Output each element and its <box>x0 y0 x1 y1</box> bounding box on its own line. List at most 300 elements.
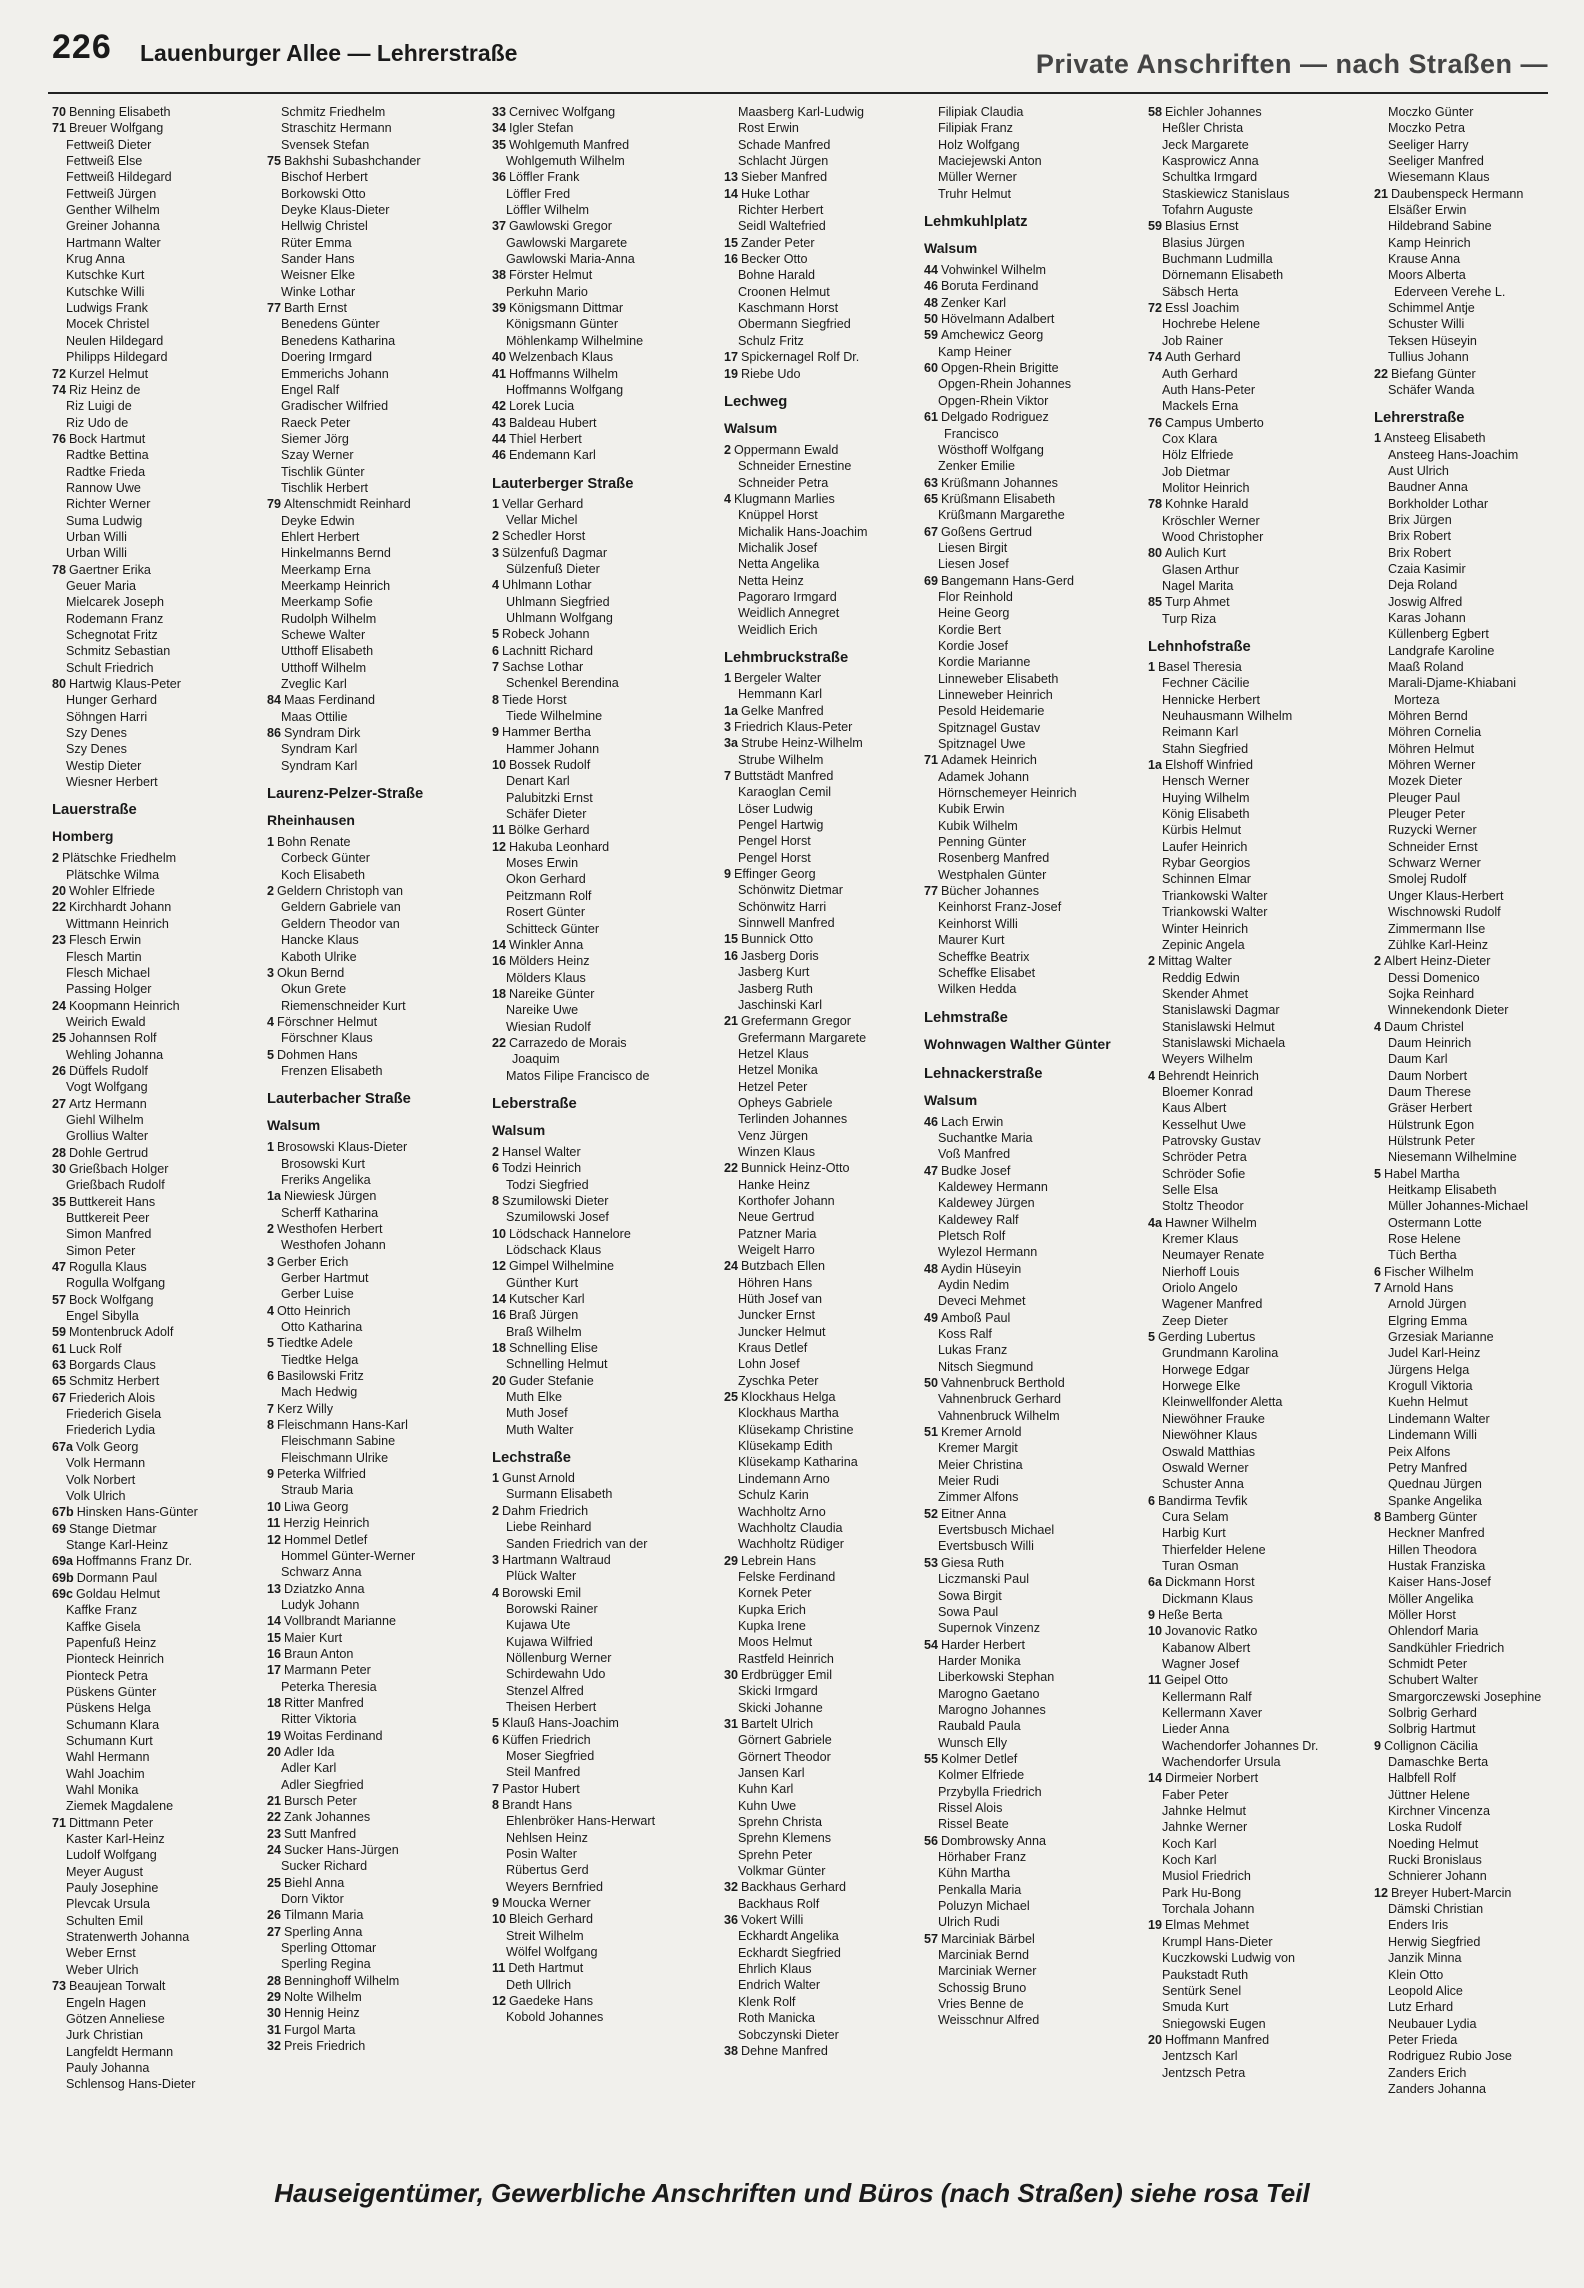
resident-name: Ehlert Herbert <box>281 529 360 544</box>
resident-name: Benedens Katharina <box>281 333 396 348</box>
resident-entry <box>1148 1836 1360 1852</box>
resident-name: Utthoff Wilhelm <box>281 660 367 675</box>
resident-entry <box>724 1111 939 1129</box>
resident-entry <box>267 1515 479 1531</box>
resident-name: Greiner Johanna <box>66 219 160 234</box>
resident-entry <box>724 1504 939 1521</box>
resident-entry <box>492 855 704 871</box>
resident-name: Kleinwellfonder Aletta <box>1162 1395 1283 1410</box>
resident-name: Erdbrügger Emil <box>741 1667 833 1682</box>
resident-entry <box>267 186 479 202</box>
resident-name: Kaldewey Ralf <box>938 1212 1019 1227</box>
resident-entry <box>492 169 704 185</box>
resident-entry <box>924 2012 1136 2028</box>
resident-entry <box>492 120 704 136</box>
street-heading: Lechweg <box>724 393 788 410</box>
resident-name: Nitsch Siegmund <box>938 1359 1034 1374</box>
resident-name: Wagner Josef <box>1162 1656 1240 1671</box>
resident-name: Amchewicz Georg <box>941 328 1044 343</box>
resident-name: Skicki Irmgard <box>738 1684 818 1699</box>
resident-name: Möhren Helmut <box>1388 741 1475 756</box>
resident-name: Kohnke Harald <box>1165 497 1249 512</box>
resident-name: Bartelt Ulrich <box>741 1716 814 1731</box>
resident-name: Unger Klaus-Herbert <box>1388 888 1504 903</box>
resident-name: Söhngen Harri <box>66 709 148 724</box>
resident-name: Sprehn Klemens <box>738 1831 832 1846</box>
resident-name: Grefermann Gregor <box>741 1014 851 1029</box>
resident-entry <box>1374 1296 1584 1312</box>
house-number: 78 <box>1148 497 1163 512</box>
resident-entry <box>1148 1100 1360 1116</box>
resident-entry <box>1148 692 1360 708</box>
resident-entry <box>1374 741 1584 757</box>
district-heading: Wohnwagen Walther Günter <box>924 1035 1111 1052</box>
resident-entry <box>267 104 479 120</box>
resident-entry <box>52 1766 264 1782</box>
resident-name: Sander Hans <box>281 252 355 267</box>
resident-name: Koch Elisabeth <box>281 867 366 882</box>
resident-name: Rodemann Franz <box>66 611 164 626</box>
resident-entry <box>924 153 1136 169</box>
house-number: 9 <box>1148 1607 1156 1622</box>
resident-name: Ulrich Rudi <box>938 1915 1000 1930</box>
resident-entry <box>267 932 479 948</box>
resident-name: Janzik Minna <box>1388 1951 1462 1966</box>
resident-entry <box>52 1847 264 1863</box>
resident-entry <box>267 1842 479 1858</box>
resident-entry <box>724 186 936 202</box>
resident-name: Okun Bernd <box>277 965 345 980</box>
resident-entry <box>492 970 704 986</box>
district-heading: Rheinhausen <box>267 812 355 829</box>
house-number: 8 <box>492 692 500 707</box>
resident-entry <box>1374 921 1584 937</box>
resident-name: Juncker Helmut <box>738 1324 826 1339</box>
resident-entry <box>1374 2016 1584 2032</box>
house-number: 7 <box>492 660 500 674</box>
resident-name: Daum Karl <box>1388 1052 1448 1067</box>
resident-name: Friederich Alois <box>69 1390 156 1405</box>
resident-name: Landgrafe Karoline <box>1388 643 1495 658</box>
resident-name: Kolmer Detlef <box>941 1751 1018 1766</box>
resident-entry <box>492 1226 704 1242</box>
resident-entry <box>1148 1198 1360 1214</box>
resident-name: Auth Gerhard <box>1162 366 1238 381</box>
resident-entry <box>724 366 936 382</box>
resident-name: Ziemek Magdalene <box>66 1799 174 1814</box>
resident-name: Hoffmanns Wilhelm <box>509 366 618 381</box>
house-number: 1 <box>1148 660 1156 674</box>
resident-name: Solbrig Hartmut <box>1388 1722 1476 1737</box>
resident-name: Kirchhardt Johann <box>69 900 172 915</box>
resident-entry <box>924 376 1136 392</box>
resident-name: Mölders Klaus <box>506 970 586 985</box>
house-number: 1 <box>492 496 500 511</box>
resident-entry <box>52 1798 264 1814</box>
resident-name: Raubald Paula <box>938 1719 1021 1734</box>
resident-name: Eichler Johannes <box>1165 105 1262 119</box>
resident-name: Klugmann Marlies <box>734 491 835 506</box>
resident-name: Wiesian Rudolf <box>506 1019 591 1034</box>
resident-entry <box>1148 1901 1360 1917</box>
resident-entry <box>724 316 936 332</box>
resident-name: Perkuhn Mario <box>506 284 588 299</box>
resident-entry <box>1148 1215 1360 1231</box>
resident-entry <box>1374 1803 1584 1819</box>
resident-name: Krogull Viktoria <box>1388 1379 1473 1394</box>
resident-entry <box>924 818 1136 834</box>
resident-name: Sandkühler Friedrich <box>1388 1640 1505 1655</box>
resident-entry <box>924 295 1136 311</box>
resident-entry <box>1148 1035 1360 1051</box>
resident-entry <box>724 1749 939 1766</box>
resident-entry <box>724 1438 936 1454</box>
resident-name: Hoffmann Manfred <box>1165 2032 1270 2047</box>
house-number: 9 <box>492 1896 500 1911</box>
resident-name: Hammer Johann <box>506 741 600 756</box>
resident-entry <box>1374 2048 1584 2064</box>
resident-name: Lindemann Walter <box>1388 1411 1490 1426</box>
resident-entry <box>492 1568 704 1584</box>
resident-entry <box>267 480 479 496</box>
resident-entry <box>52 1047 264 1063</box>
resident-name: Schlacht Jürgen <box>738 154 829 169</box>
resident-name: Schinnen Elmar <box>1162 872 1251 887</box>
resident-name: Bloemer Konrad <box>1162 1084 1254 1099</box>
house-number: 16 <box>724 252 739 267</box>
resident-name: Philipps Hildegard <box>66 350 168 365</box>
resident-name: Kaschmann Horst <box>738 301 839 316</box>
district-heading: Walsum <box>724 419 778 436</box>
resident-entry <box>724 752 939 768</box>
resident-entry <box>52 251 264 267</box>
resident-name: Johannsen Rolf <box>69 1031 157 1046</box>
resident-entry <box>52 1945 264 1961</box>
resident-name: Eckhardt Siegfried <box>738 1945 841 1960</box>
resident-entry <box>52 1439 264 1455</box>
resident-name: Schröder Sofie <box>1162 1166 1246 1181</box>
resident-entry <box>924 1784 1136 1800</box>
resident-entry <box>267 1450 479 1466</box>
house-number: 14 <box>724 186 739 201</box>
resident-entry <box>1374 1868 1584 1884</box>
resident-entry <box>1374 643 1584 659</box>
resident-name: Püskens Günter <box>66 1684 157 1699</box>
resident-name: Terlinden Johannes <box>738 1112 848 1127</box>
resident-entry <box>1148 970 1360 986</box>
resident-name: Lindemann Arno <box>738 1471 830 1486</box>
house-number: 21 <box>1374 186 1389 201</box>
resident-name: Riz Heinz de <box>69 382 141 397</box>
resident-entry <box>52 1341 264 1357</box>
resident-entry <box>1374 1623 1584 1639</box>
page-header <box>48 28 1548 80</box>
house-number: 69b <box>52 1570 74 1585</box>
resident-name: Fettweiß Else <box>66 154 143 169</box>
resident-entry <box>267 1030 479 1046</box>
resident-name: Brosowski Klaus-Dieter <box>277 1140 408 1155</box>
resident-entry <box>492 349 704 365</box>
resident-entry <box>492 1019 704 1035</box>
house-number: 14 <box>267 1614 282 1629</box>
resident-name: Kraus Detlef <box>738 1341 808 1356</box>
house-number: 43 <box>492 415 507 430</box>
resident-entry <box>1374 1852 1584 1868</box>
directory-column <box>1148 104 1360 2164</box>
resident-name: Jahnke Werner <box>1162 1820 1248 1835</box>
resident-entry <box>724 202 936 218</box>
house-number: 17 <box>724 350 739 365</box>
resident-entry <box>267 267 479 283</box>
resident-entry <box>267 1907 479 1923</box>
resident-name: Weisner Elke <box>281 268 355 283</box>
resident-entry <box>267 284 479 300</box>
resident-name: Zander Peter <box>741 235 815 250</box>
resident-name: Muth Josef <box>506 1406 568 1421</box>
house-number: 16 <box>724 948 739 963</box>
resident-name: Backhaus Gerhard <box>741 1880 847 1895</box>
house-number: 27 <box>52 1096 67 1111</box>
resident-entry <box>724 866 936 882</box>
house-number: 71 <box>52 121 67 136</box>
resident-entry <box>1374 2081 1584 2097</box>
resident-entry <box>52 284 264 300</box>
resident-entry <box>492 1977 704 1993</box>
resident-name: Nöllenburg Werner <box>506 1650 612 1665</box>
resident-entry <box>1148 1967 1360 1983</box>
resident-name: Marciniak Bernd <box>938 1948 1029 1963</box>
resident-name: Kobold Johannes <box>506 2010 604 2025</box>
resident-name: Schuster Willi <box>1388 317 1465 332</box>
resident-name: Triankowski Walter <box>1162 888 1268 903</box>
resident-name: Pengel Horst <box>738 850 811 865</box>
resident-entry <box>492 1536 704 1552</box>
resident-entry <box>52 1275 264 1291</box>
resident-name: Marogno Gaetano <box>938 1686 1040 1701</box>
resident-name: Fleischmann Ulrike <box>281 1450 389 1465</box>
resident-entry <box>492 1813 704 1829</box>
resident-name: Gaedeke Hans <box>509 1994 594 2009</box>
resident-entry <box>724 1814 936 1830</box>
resident-name: Igler Stefan <box>509 121 574 136</box>
resident-entry <box>492 1470 704 1486</box>
resident-entry <box>492 1911 704 1927</box>
resident-name: Rannow Uwe <box>66 480 141 495</box>
resident-name: Tilmann Maria <box>284 1908 364 1923</box>
resident-name: Collignon Cäcilia <box>1384 1738 1478 1753</box>
resident-name: Faber Peter <box>1162 1787 1229 1802</box>
resident-name: Korthofer Johann <box>738 1193 835 1208</box>
resident-name: Meerkamp Erna <box>281 562 371 577</box>
resident-entry <box>492 1177 704 1193</box>
resident-entry <box>492 1405 704 1421</box>
resident-entry <box>492 1051 704 1067</box>
house-number: 3 <box>492 1552 500 1567</box>
resident-name: Halbfell Rolf <box>1388 1771 1456 1786</box>
directory-column <box>924 104 1136 2164</box>
resident-entry <box>52 1226 264 1242</box>
resident-entry <box>1374 692 1584 708</box>
directory-column <box>492 104 704 2164</box>
resident-name: Maasberg Karl-Ludwig <box>738 105 864 119</box>
resident-name: Fettweiß Hildegard <box>66 170 172 185</box>
resident-name: Job Rainer <box>1162 333 1223 348</box>
resident-name: Auth Hans-Peter <box>1162 382 1256 397</box>
resident-name: Wiesemann Klaus <box>1388 170 1490 185</box>
resident-name: Krüßmann Margarethe <box>938 508 1065 523</box>
resident-name: Schossig Bruno <box>938 1980 1027 1995</box>
resident-name: Buttstädt Manfred <box>734 769 834 784</box>
resident-entry <box>1148 137 1360 153</box>
resident-entry <box>267 1646 479 1662</box>
resident-name: Lukas Franz <box>938 1343 1008 1358</box>
resident-name: Sülzenfuß Dieter <box>506 561 600 576</box>
resident-name: Spanke Angelika <box>1388 1493 1482 1508</box>
resident-entry <box>924 1538 1136 1554</box>
resident-name: Müller Johannes-Michael <box>1388 1199 1528 1214</box>
resident-entry <box>267 1662 479 1678</box>
resident-entry <box>267 169 479 185</box>
resident-name: Park Hu-Bong <box>1162 1885 1242 1900</box>
resident-entry <box>52 965 264 981</box>
resident-name: Wilken Hedda <box>938 982 1017 997</box>
house-number: 77 <box>267 301 282 316</box>
resident-name: Riz Udo de <box>66 415 129 430</box>
resident-entry <box>924 311 1136 327</box>
resident-entry <box>492 724 704 740</box>
resident-name: Sinnwell Manfred <box>738 916 835 931</box>
resident-entry <box>52 1896 264 1912</box>
resident-entry <box>924 834 1136 850</box>
resident-name: Hennig Heinz <box>284 2006 360 2021</box>
resident-entry <box>52 1880 264 1896</box>
resident-name: Koch Karl <box>1162 1853 1217 1868</box>
house-number: 5 <box>267 1047 275 1062</box>
resident-name: Koss Ralf <box>938 1327 992 1341</box>
resident-entry <box>924 1914 1136 1930</box>
resident-entry <box>1374 1967 1584 1983</box>
resident-entry <box>52 1210 264 1226</box>
resident-name: Tiedtke Helga <box>281 1352 359 1367</box>
resident-name: Artz Hermann <box>69 1096 147 1111</box>
resident-entry <box>1148 1068 1360 1084</box>
house-number: 63 <box>52 1358 67 1373</box>
resident-name: Ederveen Verehe L. <box>1394 284 1506 299</box>
resident-name: Wischnowski Rudolf <box>1388 905 1501 920</box>
resident-entry <box>724 1683 936 1699</box>
resident-name: Maas Ottilie <box>281 709 348 724</box>
resident-entry <box>1374 1215 1584 1231</box>
resident-name: Enders Iris <box>1388 1918 1449 1933</box>
house-number: 14 <box>492 937 507 952</box>
resident-name: Liesen Birgit <box>938 540 1008 555</box>
resident-name: Weirich Ewald <box>66 1014 146 1029</box>
resident-name: Düffels Rudolf <box>69 1063 148 1078</box>
resident-name: Fleischmann Sabine <box>281 1434 396 1449</box>
resident-name: Pletsch Rolf <box>938 1228 1006 1243</box>
house-number: 10 <box>492 758 507 773</box>
resident-name: Supernok Vinzenz <box>938 1621 1040 1636</box>
resident-entry <box>1374 1558 1584 1574</box>
resident-entry <box>924 1310 1136 1326</box>
house-number: 16 <box>267 1646 282 1661</box>
resident-entry <box>267 916 479 932</box>
resident-entry <box>267 1237 479 1253</box>
resident-name: Lödschack Hannelore <box>509 1226 631 1241</box>
street-heading: Lehmkuhlplatz <box>924 214 1028 231</box>
house-number: 30 <box>724 1667 739 1682</box>
resident-entry <box>267 1368 479 1384</box>
resident-name: Deth Hartmut <box>508 1961 584 1976</box>
resident-entry <box>924 981 1136 997</box>
resident-entry <box>924 1865 1136 1881</box>
resident-entry <box>1148 104 1360 120</box>
resident-name: Heitkamp Elisabeth <box>1388 1183 1497 1197</box>
resident-entry <box>924 426 1136 442</box>
resident-name: Adler Ida <box>284 1744 335 1759</box>
resident-entry <box>1374 1885 1584 1901</box>
house-number: 46 <box>924 1114 939 1129</box>
resident-name: Endrich Walter <box>738 1978 821 1993</box>
house-number: 8 <box>267 1418 275 1433</box>
resident-name: Petry Manfred <box>1388 1460 1468 1475</box>
house-number: 24 <box>52 998 67 1013</box>
resident-entry <box>924 409 1136 425</box>
resident-entry <box>1148 153 1360 169</box>
resident-name: Gerber Erich <box>277 1254 349 1269</box>
resident-entry <box>724 573 939 589</box>
resident-name: Kubik Wilhelm <box>938 818 1018 833</box>
resident-name: Schimmel Antje <box>1388 301 1475 316</box>
resident-name: Becker Otto <box>741 252 808 267</box>
resident-name: Basel Theresia <box>1158 660 1242 674</box>
resident-name: Genther Wilhelm <box>66 203 160 218</box>
resident-entry <box>492 806 704 822</box>
resident-entry <box>267 1793 479 1809</box>
resident-entry <box>267 202 479 218</box>
resident-name: Musiol Friedrich <box>1162 1869 1251 1884</box>
resident-name: Marciniak Werner <box>938 1964 1037 1979</box>
resident-entry <box>1148 1362 1360 1378</box>
resident-entry <box>492 871 704 887</box>
house-number: 29 <box>267 1990 282 2005</box>
resident-entry <box>724 948 936 964</box>
resident-entry <box>924 1359 1136 1375</box>
house-number: 71 <box>924 753 939 768</box>
resident-name: Daum Christel <box>1384 1019 1464 1034</box>
resident-entry <box>492 316 704 332</box>
resident-entry <box>1148 611 1360 627</box>
resident-name: Richter Herbert <box>738 203 824 218</box>
resident-entry <box>267 300 479 316</box>
resident-entry <box>724 801 936 817</box>
resident-entry <box>1374 300 1584 316</box>
resident-entry <box>724 1013 936 1029</box>
resident-name: Möhren Werner <box>1388 758 1476 773</box>
resident-entry <box>492 675 704 691</box>
resident-name: Weigelt Harro <box>738 1243 815 1257</box>
resident-name: Geuer Maria <box>66 578 136 593</box>
resident-entry <box>492 431 704 447</box>
resident-entry <box>1374 153 1584 169</box>
resident-name: Kellermann Ralf <box>1162 1689 1252 1704</box>
resident-entry <box>1374 1182 1584 1198</box>
house-number: 28 <box>267 1973 282 1988</box>
resident-entry <box>924 687 1136 703</box>
resident-entry <box>267 1597 479 1613</box>
resident-name: Huke Lothar <box>741 186 810 201</box>
resident-name: Kornek Peter <box>738 1586 812 1601</box>
